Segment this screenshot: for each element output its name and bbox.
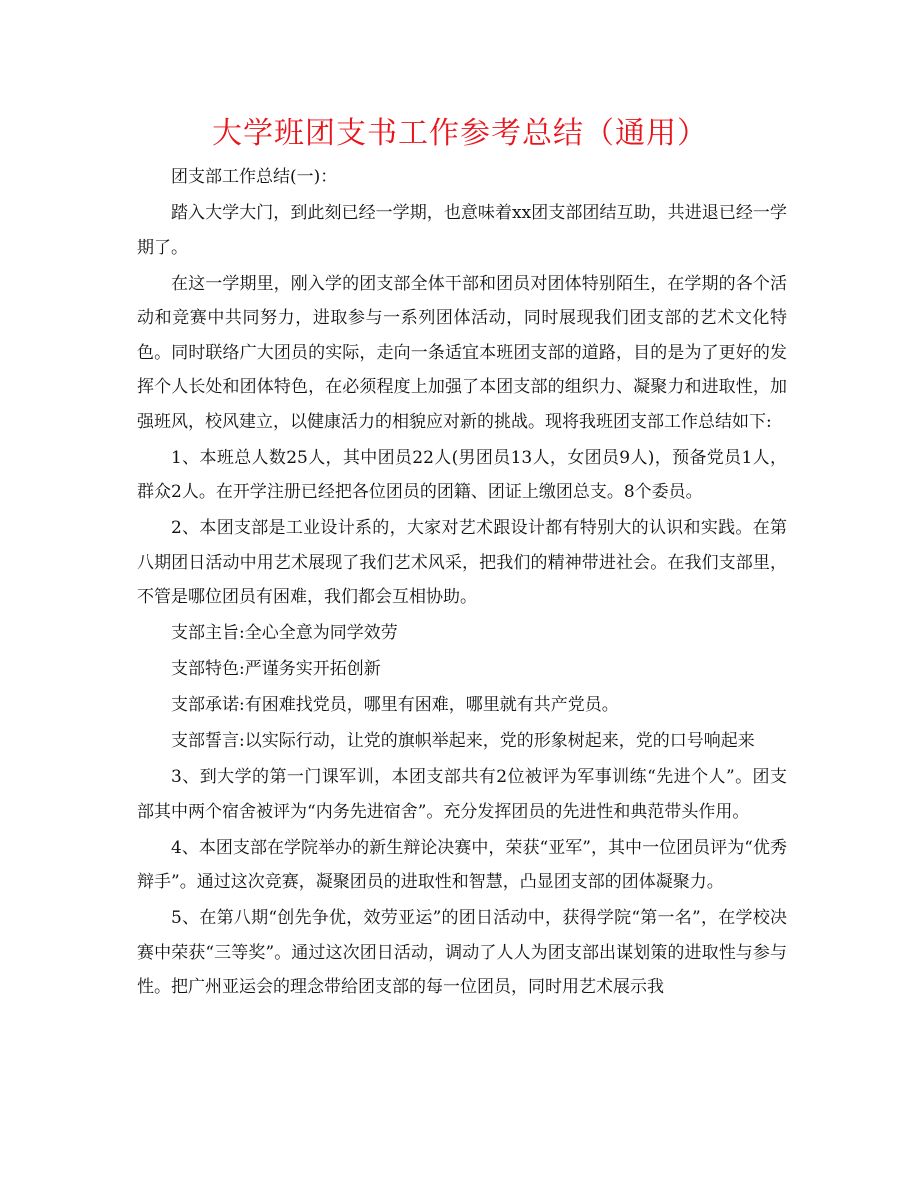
paragraph-item-5: 5、在第八期“创先争优，效劳亚运”的团日活动中，获得学院“第一名”，在学校决赛中荣获“三等奖”。通过这次团日活动，调动了人人为团支部出谋划策的进取性与参与性。把广州亚运会的理念带给团支部的每一位团员，同时用艺术展示我 bbox=[137, 908, 787, 997]
paragraph-item-1: 1、本班总人数25人，其中团员22人(男团员13人，女团员9人)，预备党员1人，群众2人。在开学注册已经把各位团员的团籍、团证上缴团总支。8个委员。 bbox=[137, 447, 787, 502]
section-heading: 团支部工作总结(一)： bbox=[171, 167, 338, 187]
paragraph-item-3: 3、到大学的第一门课军训，本团支部共有2位被评为军事训练“先进个人”。团支部其中两个宿舍被评为“内务先进宿舍”。充分发挥团员的先进性和典范带头作用。 bbox=[137, 767, 787, 822]
branch-promise: 支部承诺:有困难找党员，哪里有困难，哪里就有共产党员。 bbox=[171, 695, 619, 715]
paragraph-overview: 在这一学期里，刚入学的团支部全体干部和团员对团体特别陌生，在学期的各个活动和竞赛中共同努力，进取参与一系列团体活动，同时展现我们团支部的艺术文化特色。同时联络广大团员的实际，走向一条适宜本班团支部的道路，目的是为了更好的发挥个人长处和团体特色，在必须程度上加强了本团支部的组织力、凝聚力和进取性，加强班风，校风建立，以健康活力的相貌应对新的挑战。现将我班团支部工作总结如下: bbox=[137, 273, 787, 432]
paragraph-intro: 踏入大学大门，到此刻已经一学期，也意味着xx团支部团结互助，共进退已经一学期了。 bbox=[137, 203, 787, 258]
document-title: 大学班团支书工作参考总结（通用） bbox=[212, 116, 708, 151]
document-body bbox=[137, 160, 787, 1006]
paragraph-item-4: 4、本团支部在学院举办的新生辩论决赛中，荣获“亚军”，其中一位团员评为“优秀辩手”。通过这次竞赛，凝聚团员的进取性和智慧，凸显团支部的团体凝聚力。 bbox=[137, 837, 787, 892]
branch-feature: 支部特色:严谨务实开拓创新 bbox=[171, 659, 381, 679]
branch-oath: 支部誓言:以实际行动，让党的旗帜举起来，党的形象树起来，党的口号响起来 bbox=[171, 731, 755, 751]
branch-purpose: 支部主旨:全心全意为同学效劳 bbox=[171, 623, 398, 643]
paragraph-item-2: 2、本团支部是工业设计系的，大家对艺术跟设计都有特别大的认识和实践。在第八期团日活动中用艺术展现了我们艺术风采，把我们的精神带进社会。在我们支部里，不管是哪位团员有困难，我们都会互相协助。 bbox=[137, 518, 787, 607]
